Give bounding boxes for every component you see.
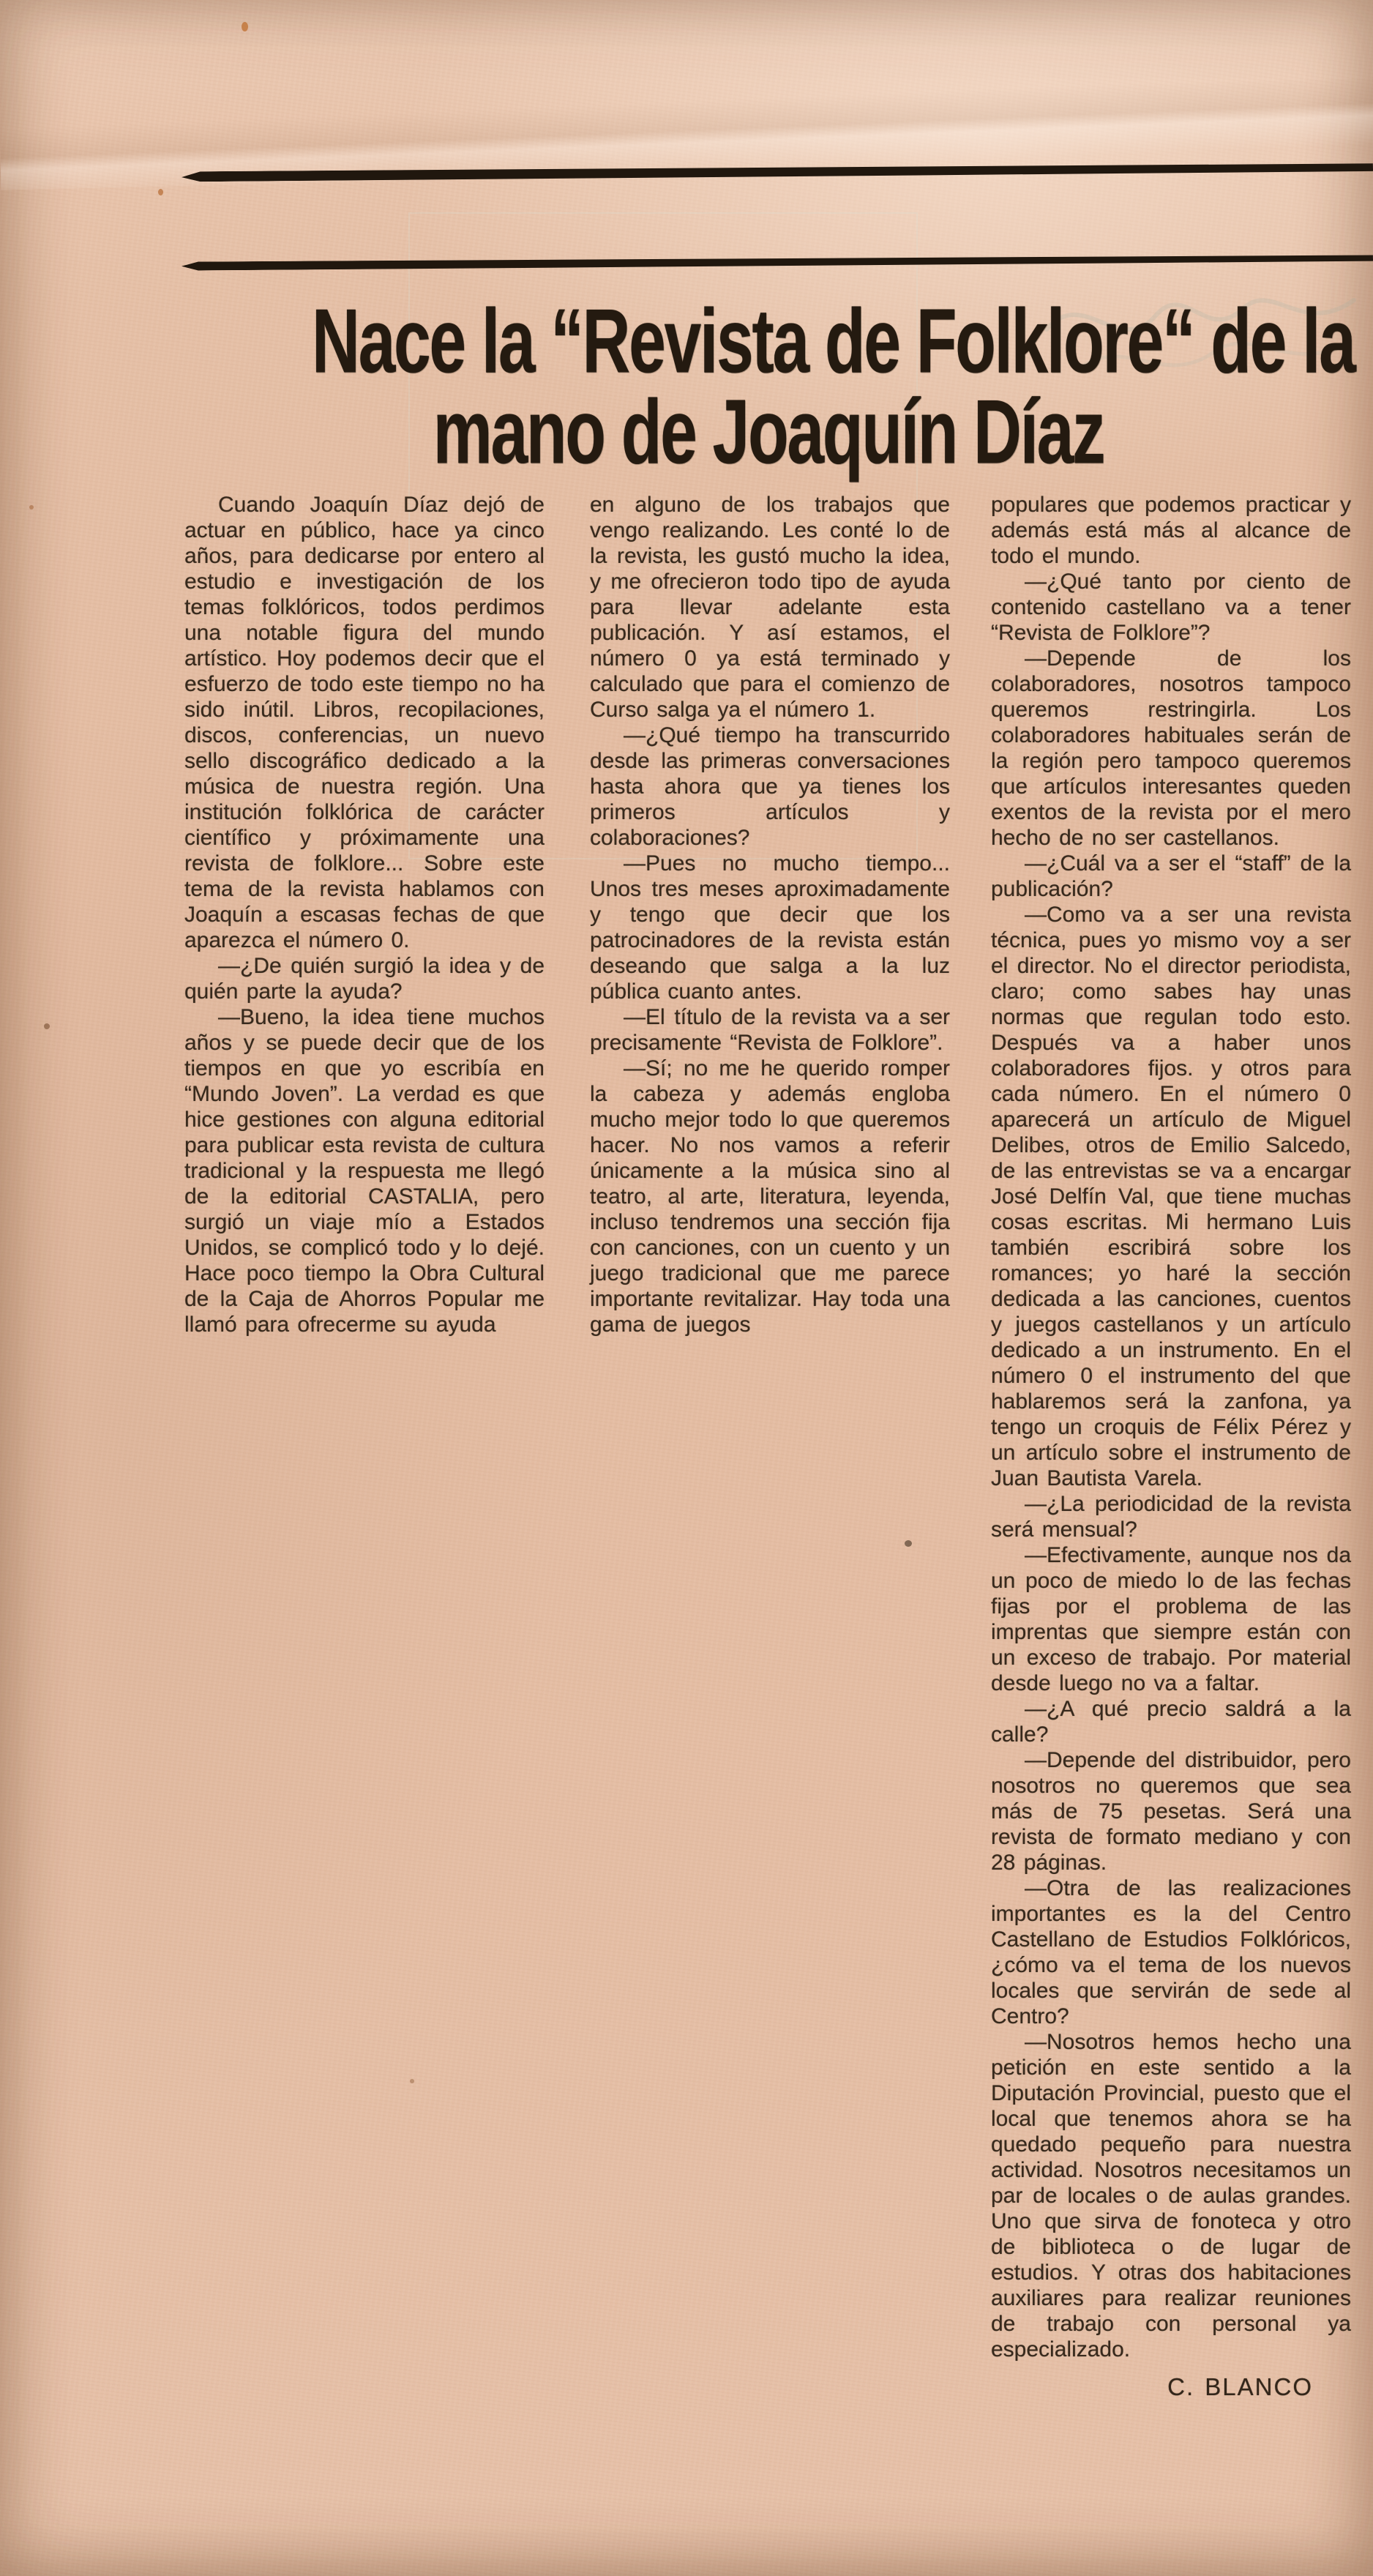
top-rule	[182, 163, 1373, 182]
article-headline	[183, 290, 1355, 482]
paragraph: —¿La periodicidad de la revista será mensual?	[991, 1492, 1351, 1542]
paragraph: —Depende de los colaboradores, nosotros tampoco queremos restringirla. Los colaboradores habituales serán de la región pero tampoco queremos que artículos interesantes queden exentos de la revista por el mero hecho de no ser castellanos.	[991, 646, 1351, 850]
paragraph: —¿A qué precio saldrá a la calle?	[991, 1697, 1351, 1747]
article-column-3	[991, 492, 1351, 2400]
divider-rule	[182, 253, 1373, 270]
paragraph: —Nosotros hemos hecho una petición en este sentido a la Diputación Provincial, puesto que el local que tenemos ahora se ha quedado pequeño para nuestra actividad. Nosotros necesitamos un par de locales o de aulas grandes. Uno que sirva de fonoteca y otro de biblioteca o de lugar de estudios. Y otras dos habitaciones auxiliares para realizar reuniones de trabajo con personal ya especializado.	[991, 2030, 1351, 2362]
paragraph: —¿De quién surgió la idea y de quién parte la ayuda?	[184, 954, 545, 1004]
paragraph: —Pues no mucho tiempo... Unos tres meses aproximadamente y tengo que decir que los patrocinadores de la revista están deseando que salga a la luz pública cuanto antes.	[590, 851, 950, 1004]
article-column-1	[184, 492, 545, 1337]
paragraph: —El título de la revista va a ser precisamente “Revista de Folklore”.	[590, 1005, 950, 1055]
paper-speck	[410, 2079, 414, 2083]
paragraph: —Depende del distribuidor, pero nosotros no queremos que sea más de 75 pesetas. Será una revista de formato mediano y con 28 páginas.	[991, 1748, 1351, 1875]
paragraph: —Efectivamente, aunque nos da un poco de miedo lo de las fechas fijas por el problema de las imprentas que siempre están con un exceso de trabajo. Por material desde luego no va a faltar.	[991, 1543, 1351, 1695]
article-column-2	[590, 492, 950, 1337]
paragraph: —Bueno, la idea tiene muchos años y se puede decir que de los tiempos en que yo escribía en “Mundo Joven”. La verdad es que hice gestiones con alguna editorial para publicar esta revista de cultura tradicional y la respuesta me llegó de la editorial CASTALIA, pero surgió un viaje mío a Estados Unidos, se complicó todo y lo dejé. Hace poco tiempo la Obra Cultural de la Caja de Ahorros Popular me llamó para ofrecerme su ayuda	[184, 1005, 545, 1337]
paragraph: en alguno de los trabajos que vengo realizando. Les conté lo de la revista, les gustó mucho la idea, y me ofrecieron todo tipo de ayuda para llevar adelante esta publicación. Y así estamos, el número 0 ya está terminado y calculado que para el comienzo de Curso salga ya el número 1.	[590, 493, 950, 722]
paragraph: populares que podemos practicar y además está más al alcance de todo el mundo.	[991, 493, 1351, 568]
headline-line-1: Nace la “Revista de Folklore“ de la	[312, 290, 1355, 392]
paragraph: —¿Qué tiempo ha transcurrido desde las primeras conversaciones hasta ahora que ya tienes los primeros artículos y colaboraciones?	[590, 723, 950, 850]
paragraph: —¿Cuál va a ser el “staff” de la publicación?	[991, 851, 1351, 901]
paper-speck	[44, 1023, 50, 1029]
paragraph: —¿Qué tanto por ciento de contenido castellano va a tener “Revista de Folklore”?	[991, 570, 1351, 645]
paragraph: —Otra de las realizaciones importantes es la del Centro Castellano de Estudios Folklóricos, ¿cómo va el tema de los nuevos locales que servirán de sede al Centro?	[991, 1876, 1351, 2028]
paragraph: Cuando Joaquín Díaz dejó de actuar en público, hace ya cinco años, para dedicarse por entero al estudio e investigación de los temas folklóricos, todos perdimos una notable figura del mundo artístico. Hoy podemos decir que el esfuerzo de todo este tiempo no ha sido inútil. Libros, recopilaciones, discos, conferencias, un nuevo sello discográfico dedicado a la música de nuestra región. Una institución folklórica de carácter científico y próximamente una revista de folklore... Sobre este tema de la revista hablamos con Joaquín a escasas fechas de que aparezca el número 0.	[184, 493, 545, 952]
headline-line-2: mano de Joaquín Díaz	[433, 381, 1104, 482]
paragraph: —Sí; no me he querido romper la cabeza y además engloba mucho mejor todo lo que queremos hacer. No nos vamos a referir únicamente a la música sino al teatro, al arte, literatura, leyenda, incluso tendremos una sección fija con canciones, con un cuento y un juego tradicional que me parece importante revitalizar. Hay toda una gama de juegos	[590, 1056, 950, 1337]
paper-speck	[242, 22, 248, 31]
paper-speck	[29, 505, 34, 509]
byline: C. BLANCO	[1167, 2373, 1313, 2400]
paper-speck	[905, 1540, 912, 1547]
paragraph: —Como va a ser una revista técnica, pues yo mismo voy a ser el director. No el director periodista, claro; como sabes hay unas normas que regulan todo esto. Después va a haber unos colaboradores fijos. y otros para cada número. En el número 0 aparecerá un artículo de Miguel Delibes, otros de Emilio Salcedo, de las entrevistas se va a encargar José Delfín Val, que tiene muchas cosas escritas. Mi hermano Luis también escribirá sobre los romances; yo haré la sección dedicada a las canciones, cuentos y juegos castellanos y un artículo dedicado a un instrumento. En el número 0 el instrumento del que hablaremos será la zanfona, ya tengo un croquis de Félix Pérez y un artículo sobre el instrumento de Juan Bautista Varela.	[991, 903, 1351, 1490]
paper-speck	[158, 189, 163, 195]
